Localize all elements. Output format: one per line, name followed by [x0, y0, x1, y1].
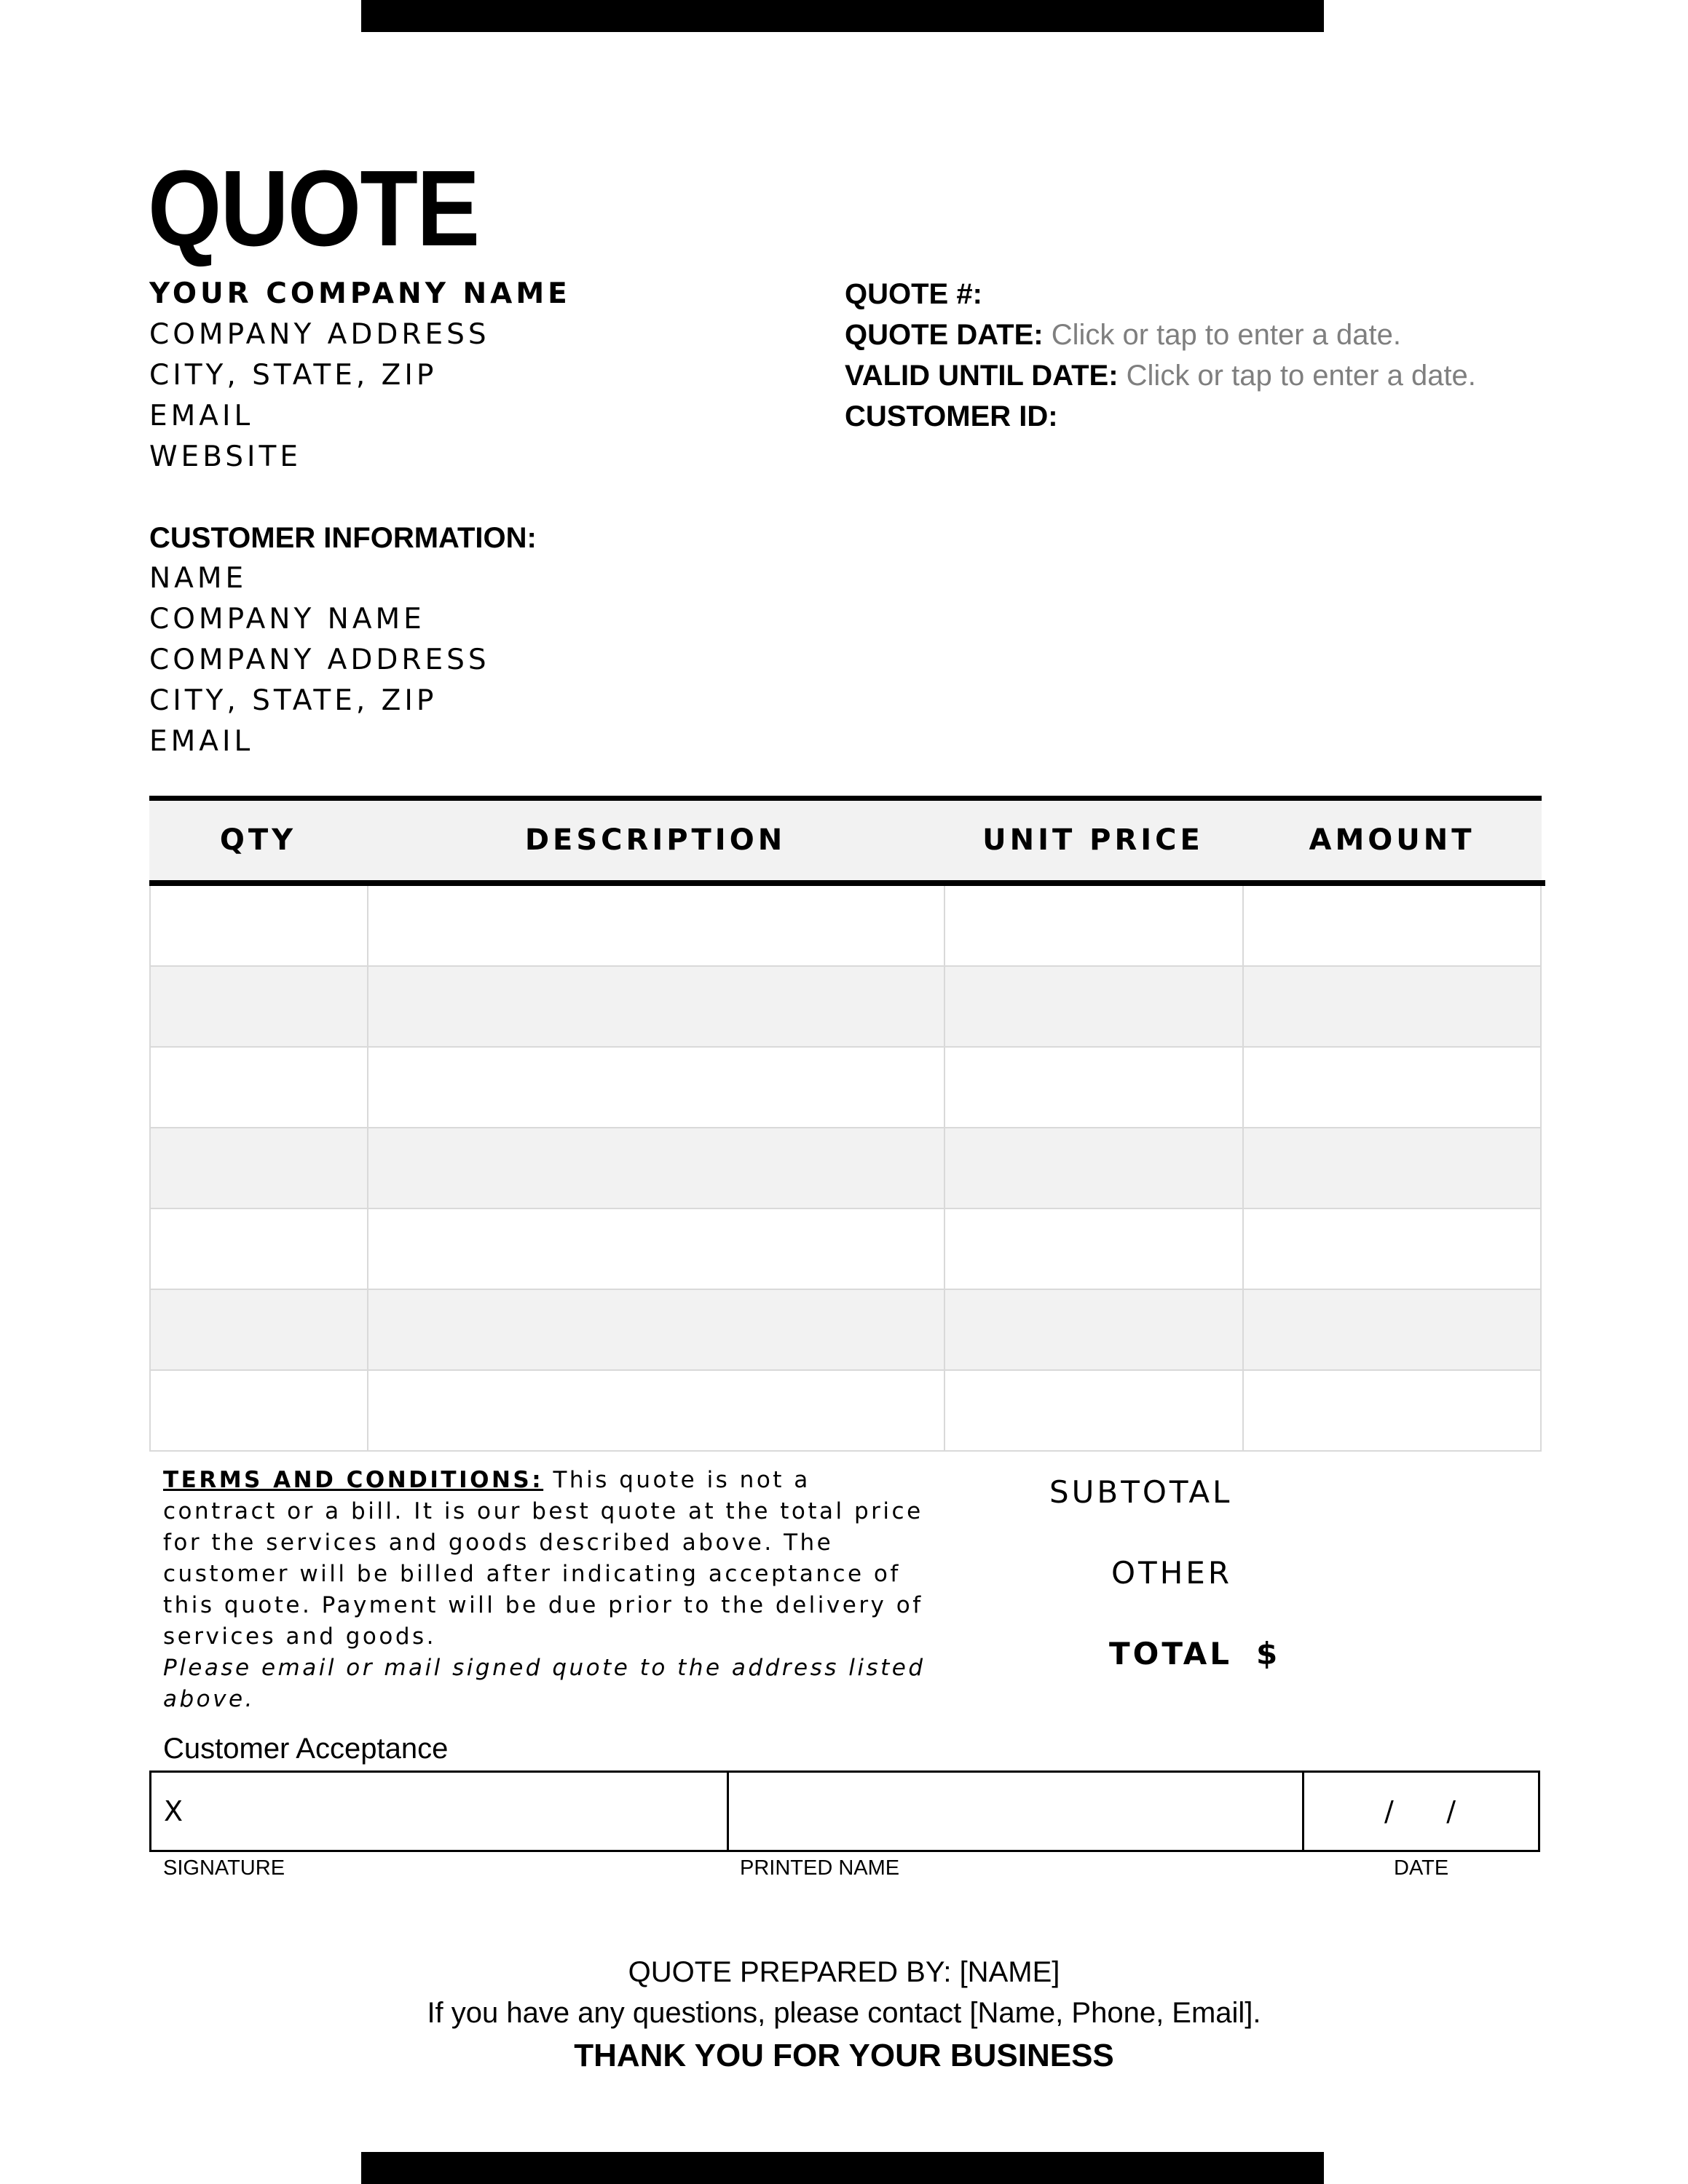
cell-unit-price[interactable]: [944, 1371, 1242, 1450]
cell-amount[interactable]: [1242, 1048, 1542, 1127]
quote-meta: [845, 274, 1476, 437]
cell-unit-price[interactable]: [944, 886, 1242, 965]
cell-amount[interactable]: [1242, 1128, 1542, 1208]
signature-label: SIGNATURE: [163, 1856, 285, 1880]
quote-number-row: [845, 274, 1476, 314]
cell-amount[interactable]: [1242, 1290, 1542, 1369]
date-label: DATE: [1394, 1856, 1449, 1880]
valid-until-label: VALID UNTIL DATE:: [845, 360, 1119, 392]
cell-description[interactable]: [367, 967, 944, 1046]
company-name: YOUR COMPANY NAME: [149, 277, 571, 310]
customer-city-state-zip: CITY, STATE, ZIP: [149, 684, 438, 717]
cell-qty[interactable]: [149, 1290, 367, 1369]
column-header-unit-price: UNIT PRICE: [982, 823, 1204, 857]
customer-info: [149, 518, 537, 762]
signature-field[interactable]: X: [164, 1795, 184, 1827]
cell-qty[interactable]: [149, 1209, 367, 1289]
cell-description[interactable]: [367, 1290, 944, 1369]
column-header-amount: AMOUNT: [1309, 823, 1475, 857]
other-label: OTHER: [1111, 1555, 1233, 1591]
company-info: [149, 274, 571, 478]
company-website: WEBSITE: [149, 440, 301, 473]
cell-amount[interactable]: [1242, 886, 1542, 965]
cell-qty[interactable]: [149, 1371, 367, 1450]
acceptance-box: [149, 1770, 1540, 1852]
terms-body: This quote is not a contract or a bill. It is our best quote at the total price for the services and goods described above. The customer will be billed after indicating acceptance of this quote. Payment will be due prior to the delivery of services and goods.: [163, 1467, 923, 1650]
table-row: [149, 1290, 1542, 1371]
table-row: [149, 886, 1542, 967]
cell-description[interactable]: [367, 1048, 944, 1127]
customer-acceptance-title: Customer Acceptance: [163, 1733, 449, 1765]
subtotal-label: SUBTOTAL: [1049, 1474, 1233, 1510]
customer-id-row: [845, 396, 1476, 437]
quote-date-row: [845, 314, 1476, 355]
customer-company-address: COMPANY ADDRESS: [149, 644, 490, 676]
column-header-qty: QTY: [219, 823, 297, 857]
printed-name-label: PRINTED NAME: [740, 1856, 900, 1880]
document-title: QUOTE: [148, 149, 479, 269]
terms-and-conditions: [163, 1465, 928, 1715]
table-row: [149, 1048, 1542, 1128]
contact-line: If you have any questions, please contact [Name, Phone, Email].: [427, 1997, 1261, 2029]
quote-number-label: QUOTE #:: [845, 278, 982, 310]
customer-info-heading: CUSTOMER INFORMATION:: [149, 522, 537, 554]
cell-unit-price[interactable]: [944, 1209, 1242, 1289]
date-field[interactable]: / /: [1384, 1795, 1456, 1827]
currency-symbol: $: [1256, 1636, 1281, 1671]
cell-amount[interactable]: [1242, 967, 1542, 1046]
customer-id-label: CUSTOMER ID:: [845, 400, 1058, 432]
cell-description[interactable]: [367, 1128, 944, 1208]
cell-unit-price[interactable]: [944, 1128, 1242, 1208]
total-label: TOTAL: [1109, 1636, 1233, 1671]
prepared-by: QUOTE PREPARED BY: [NAME]: [628, 1956, 1060, 1988]
acceptance-divider: [1302, 1773, 1304, 1850]
customer-company-name: COMPANY NAME: [149, 603, 425, 636]
cell-description[interactable]: [367, 1371, 944, 1450]
valid-until-field[interactable]: Click or tap to enter a date.: [1126, 360, 1476, 392]
table-row: [149, 1209, 1542, 1290]
cell-unit-price[interactable]: [944, 1290, 1242, 1369]
thank-you-line: THANK YOU FOR YOUR BUSINESS: [574, 2038, 1114, 2073]
printed-name-field[interactable]: [729, 1773, 1302, 1850]
cell-unit-price[interactable]: [944, 1048, 1242, 1127]
terms-note: Please email or mail signed quote to the address listed above.: [163, 1655, 926, 1712]
bottom-decorative-bar: [361, 2152, 1324, 2184]
customer-name: NAME: [149, 562, 248, 595]
table-top-rule: [149, 796, 1542, 801]
top-decorative-bar: [361, 0, 1324, 32]
table-row: [149, 967, 1542, 1048]
cell-qty[interactable]: [149, 1048, 367, 1127]
cell-unit-price[interactable]: [944, 967, 1242, 1046]
quote-date-field[interactable]: Click or tap to enter a date.: [1051, 319, 1401, 351]
cell-amount[interactable]: [1242, 1209, 1542, 1289]
cell-description[interactable]: [367, 886, 944, 965]
terms-heading: TERMS AND CONDITIONS:: [163, 1467, 544, 1493]
cell-qty[interactable]: [149, 886, 367, 965]
company-address: COMPANY ADDRESS: [149, 318, 490, 351]
company-email: EMAIL: [149, 400, 254, 432]
company-city-state-zip: CITY, STATE, ZIP: [149, 359, 438, 392]
cell-amount[interactable]: [1242, 1371, 1542, 1450]
cell-qty[interactable]: [149, 1128, 367, 1208]
table-header: [149, 801, 1542, 880]
customer-email: EMAIL: [149, 725, 254, 758]
cell-description[interactable]: [367, 1209, 944, 1289]
column-header-description: DESCRIPTION: [524, 823, 786, 857]
valid-until-row: [845, 355, 1476, 396]
quote-date-label: QUOTE DATE:: [845, 319, 1044, 351]
table-row: [149, 1371, 1542, 1452]
table-row: [149, 1128, 1542, 1209]
cell-qty[interactable]: [149, 967, 367, 1046]
table-header-rule: [149, 880, 1545, 886]
